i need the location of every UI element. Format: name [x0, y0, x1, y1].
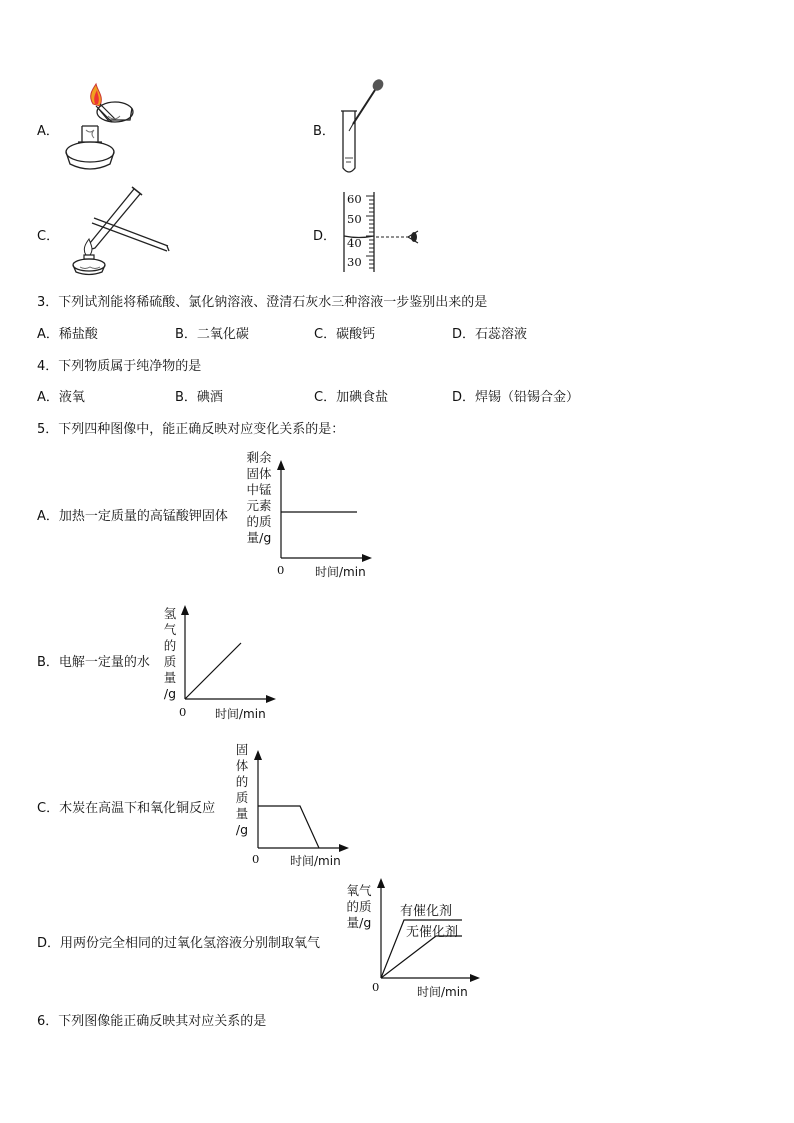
- ylabel-line: 氢: [163, 606, 177, 621]
- ylabel-line: 固: [235, 742, 249, 757]
- q3-option-c: C．碳酸钙: [314, 327, 376, 342]
- q4-option-d: D．焊锡（铅锡合金）: [452, 390, 580, 405]
- q5-graph-d-legend-no-catalyst: 无催化剂: [406, 925, 459, 940]
- ylabel-line: /g: [163, 686, 177, 701]
- q2-option-c-label: C．: [37, 229, 60, 244]
- alcohol-lamp-lighting-image: [60, 82, 150, 174]
- ylabel-line: 体: [235, 758, 249, 773]
- q5-graph-a-origin: 0: [277, 563, 285, 577]
- cylinder-mark-50: 50: [347, 212, 362, 226]
- q4-option-a: A．液氧: [37, 390, 85, 405]
- ylabel-line: 的质: [346, 899, 372, 914]
- q3-option-a: A．稀盐酸: [37, 327, 98, 342]
- q5-option-d-label: D．用两份完全相同的过氧化氢溶液分别制取氧气: [37, 936, 321, 951]
- q5-graph-c-line: [258, 806, 319, 848]
- q5-graph-a-xlabel: 时间/min: [315, 565, 366, 579]
- q5-graph-b-origin: 0: [179, 705, 187, 719]
- cylinder-mark-30: 30: [347, 255, 362, 269]
- heating-test-tube-image: [62, 185, 172, 275]
- q4-option-c: C．加碘食盐: [314, 390, 389, 405]
- q5-option-c-label: C．木炭在高温下和氧化铜反应: [37, 801, 216, 816]
- ylabel-line: 量/g: [346, 915, 372, 930]
- q4-stem: 4．下列物质属于纯净物的是: [37, 359, 202, 374]
- ylabel-line: 的: [163, 638, 177, 653]
- q2-option-a-label: A．: [37, 124, 59, 139]
- ylabel-line: 质: [235, 790, 249, 805]
- ylabel-line: 的: [235, 774, 249, 789]
- q5-graph-b-xlabel: 时间/min: [215, 707, 266, 721]
- ylabel-line: 量/g: [246, 530, 272, 545]
- ylabel-line: 元素: [246, 498, 272, 513]
- q5-option-a-label: A．加热一定质量的高锰酸钾固体: [37, 509, 228, 524]
- q6-stem: 6．下列图像能正确反映其对应关系的是: [37, 1014, 267, 1029]
- ylabel-line: 量: [235, 806, 249, 821]
- cylinder-mark-40: 40: [347, 236, 362, 250]
- q5-graph-c: [253, 748, 353, 852]
- ylabel-line: 的质: [246, 514, 272, 529]
- q5-graph-a-ylabel: [246, 450, 272, 546]
- q5-graph-a: [276, 458, 376, 562]
- dropper-test-tube-image: [335, 76, 390, 176]
- q5-graph-d-line-no-catalyst: [381, 936, 462, 978]
- cylinder-mark-60: 60: [347, 192, 362, 206]
- q5-graph-b-line: [185, 643, 241, 699]
- q5-graph-c-origin: 0: [252, 852, 260, 866]
- ylabel-line: 固体: [246, 466, 272, 481]
- q5-graph-b: [180, 603, 280, 703]
- q5-graph-d-ylabel: [346, 883, 372, 931]
- q2-option-b-label: B．: [313, 124, 335, 139]
- q5-graph-d-xlabel: 时间/min: [417, 985, 468, 999]
- q5-graph-d-legend-catalyst: 有催化剂: [400, 904, 453, 919]
- q3-option-b: B．二氧化碳: [175, 327, 249, 342]
- q3-stem: 3．下列试剂能将稀硫酸、氯化钠溶液、澄清石灰水三种溶液一步鉴别出来的是: [37, 295, 488, 310]
- ylabel-line: 气: [163, 622, 177, 637]
- ylabel-line: 氧气: [346, 883, 372, 898]
- q5-option-b-label: B．电解一定量的水: [37, 655, 150, 670]
- q5-graph-c-xlabel: 时间/min: [290, 854, 341, 868]
- graduated-cylinder-image: [340, 190, 430, 274]
- ylabel-line: 量: [163, 670, 177, 685]
- q2-option-d-label: D．: [313, 229, 337, 244]
- q5-stem: 5．下列四种图像中，能正确反映对应变化关系的是：: [37, 422, 345, 437]
- q4-option-b: B．碘酒: [175, 390, 223, 405]
- ylabel-line: /g: [235, 822, 249, 837]
- q5-graph-c-ylabel: [229, 742, 255, 838]
- ylabel-line: 剩余: [246, 450, 272, 465]
- ylabel-line: 质: [163, 654, 177, 669]
- q3-option-d: D．石蕊溶液: [452, 327, 528, 342]
- ylabel-line: 中锰: [246, 482, 272, 497]
- q5-graph-d-origin: 0: [372, 980, 380, 994]
